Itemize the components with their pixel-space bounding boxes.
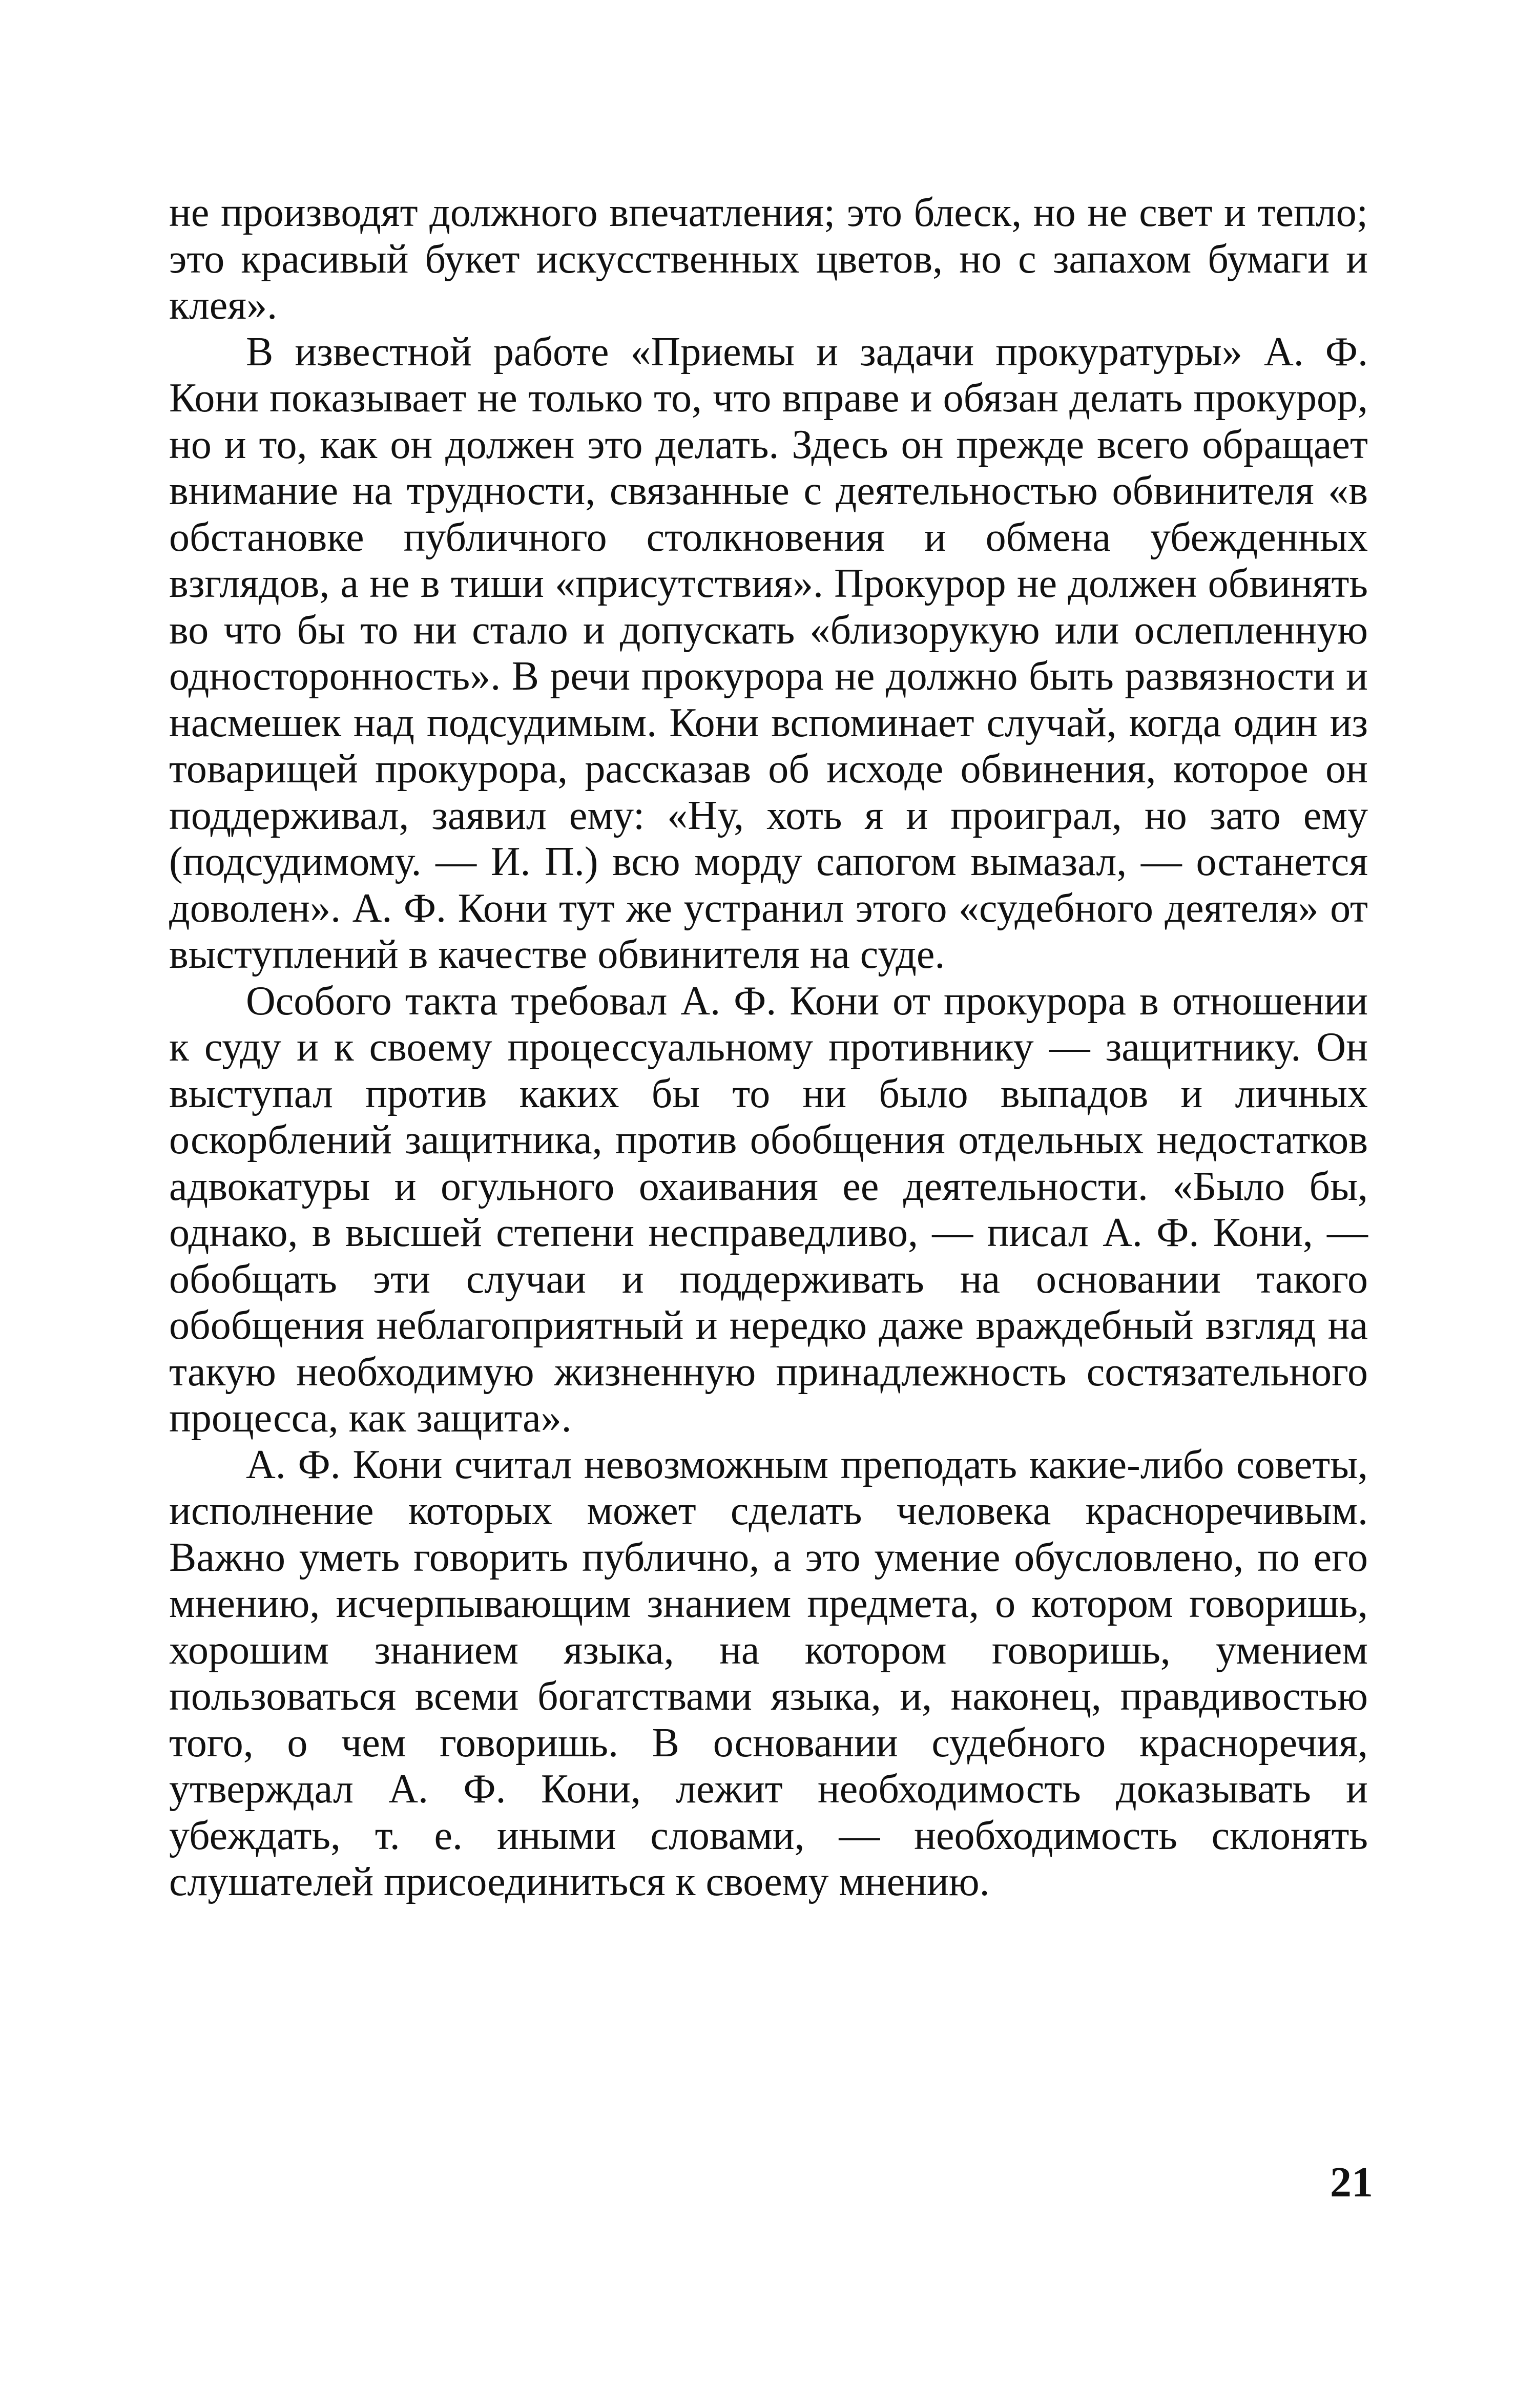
paragraph-2: В известной работе «Приемы и задачи прокуратуры» А. Ф. Кони показывает не только то, что вправе и обязан делать прокурор, но и то, как он должен это делать. Здесь он прежде всего обращает внимание на трудности, связанные с деятельностью обвинителя «в обстановке публичного столкновения и обмена убежденных взглядов, а не в тиши «присутствия». Прокурор не должен обвинять во что бы то ни стало и допускать «близорукую или ослепленную односторонность». В речи прокурора не должно быть развязности и насмешек над подсудимым. Кони вспоминает случай, когда один из товарищей прокурора, рассказав об исходе обвинения, которое он поддерживал, заявил ему: «Ну, хоть я и проиграл, но зато ему (подсудимому. — И. П.) всю морду сапогом вымазал, — останется доволен». А. Ф. Кони тут же устранил этого «судебного деятеля» от выступлений в качестве обвинителя на суде. xyxy=(169,329,1368,977)
paragraph-4: А. Ф. Кони считал невозможным преподать какие-либо советы, исполнение которых может сделать человека красноречивым. Важно уметь говорить публично, а это умение обусловлено, по его мнению, исчерпывающим знанием предмета, о котором говоришь, хорошим знанием языка, на котором говоришь, умением пользоваться всеми богатствами языка, и, наконец, правдивостью того, о чем говоришь. В основании судебного красноречия, утверждал А. Ф. Кони, лежит необходимость доказывать и убеждать, т. е. иными словами, — необходимость склонять слушателей присоединиться к своему мнению. xyxy=(169,1442,1368,1904)
paragraph-3: Особого такта требовал А. Ф. Кони от прокурора в отношении к суду и к своему процессуальному противнику — защитнику. Он выступал против каких бы то ни было выпадов и личных оскорблений защитника, против обобщения отдельных недостатков адвокатуры и огульного охаивания ее деятельности. «Было бы, однако, в высшей степени несправедливо, — писал А. Ф. Кони, — обобщать эти случаи и поддерживать на основании такого обобщения неблагоприятный и нередко даже враждебный взгляд на такую необходимую жизненную принадлежность состязательного процесса, как защита». xyxy=(169,978,1368,1441)
page-body xyxy=(169,190,1368,1905)
paragraph-1: не производят должного впечатления; это блеск, но не свет и тепло; это красивый букет искусственных цветов, но с запахом бумаги и клея». xyxy=(169,190,1368,328)
page-number: 21 xyxy=(1330,2158,1373,2206)
